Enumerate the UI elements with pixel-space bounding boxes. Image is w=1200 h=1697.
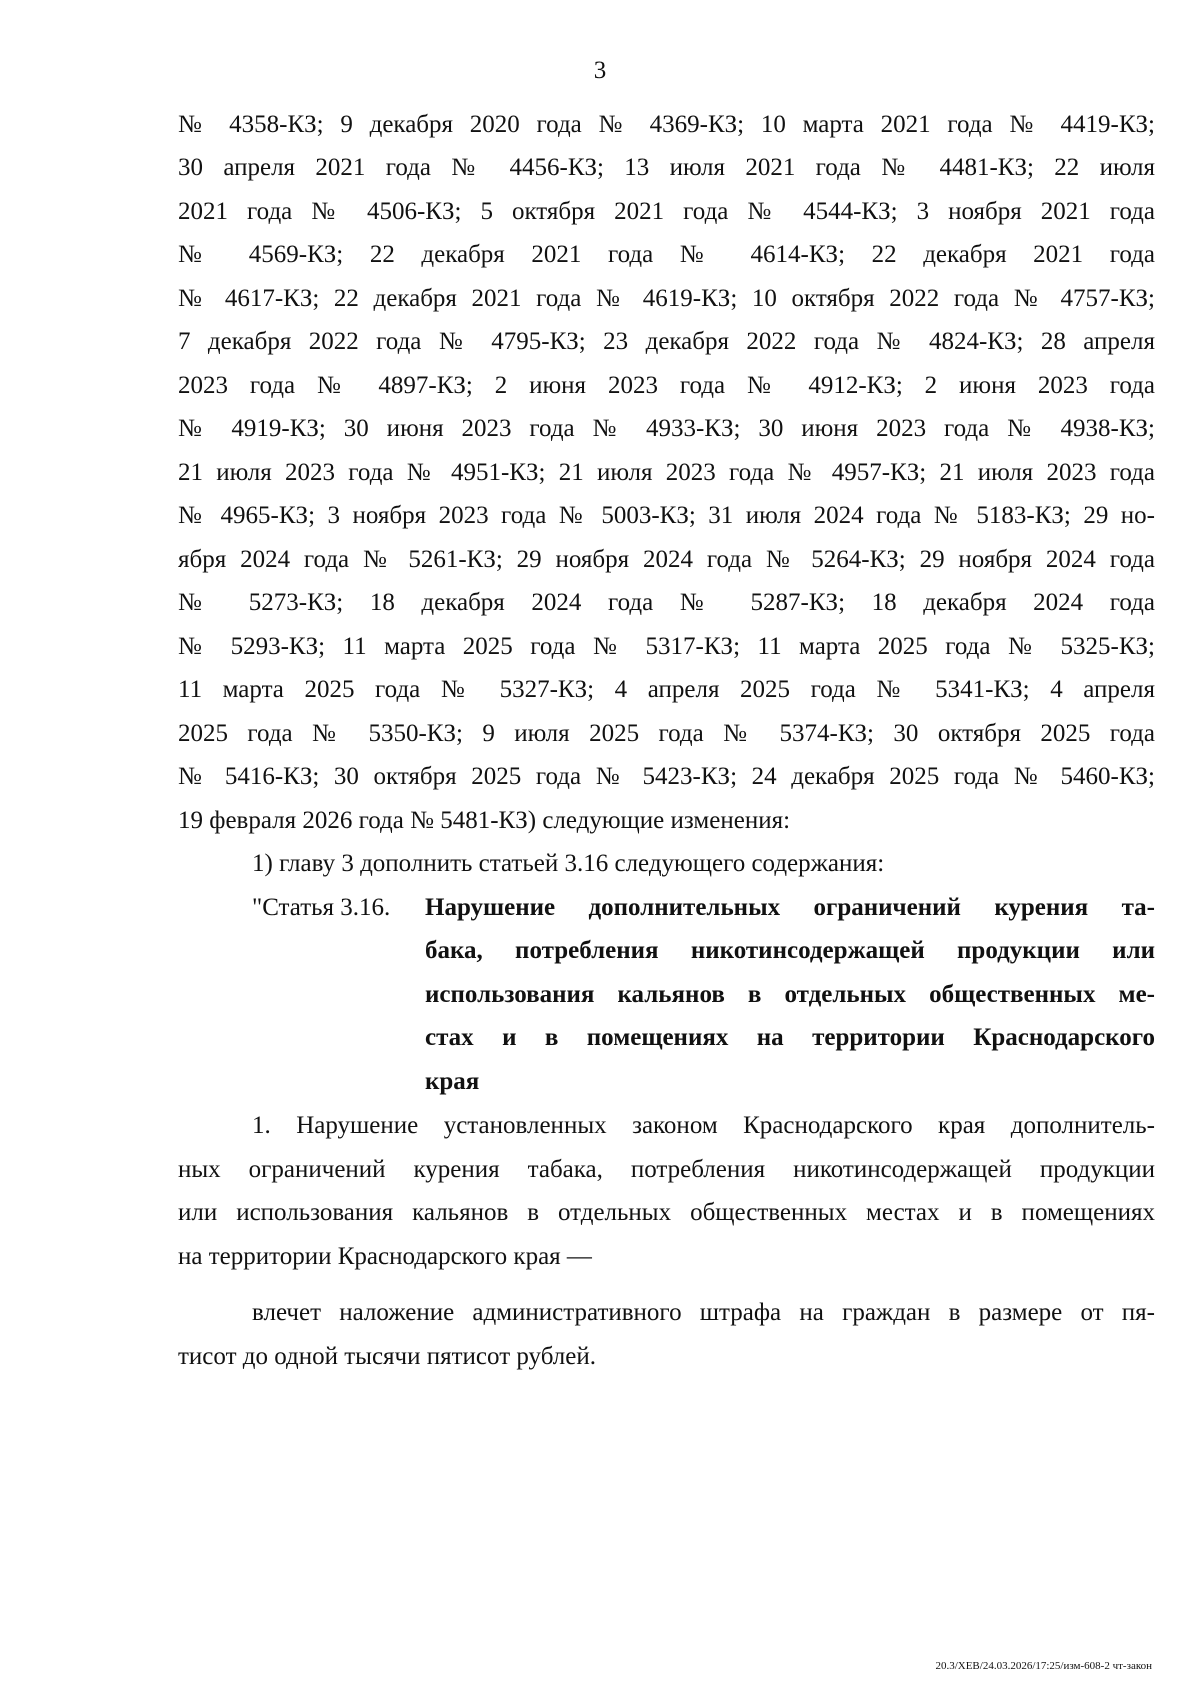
text-line: № 4358-КЗ; 9 декабря 2020 года № 4369-КЗ; 10 марта 2021 года № 4419-КЗ; [178, 111, 1155, 138]
article-label: "Статья 3.16. [252, 894, 391, 921]
paragraph-line: на территории Краснодарского края — [178, 1243, 592, 1270]
paragraph-line: ных ограничений курения табака, потребления никотинсодержащей продукции [178, 1156, 1155, 1183]
text-line: 2021 года № 4506-КЗ; 5 октября 2021 года № 4544-КЗ; 3 ноября 2021 года [178, 198, 1155, 225]
paragraph-line: или использования кальянов в отдельных общественных местах и в помещениях [178, 1199, 1155, 1226]
list-item-1: 1) главу 3 дополнить статьей 3.16 следующего содержания: [252, 850, 885, 877]
text-line: № 4965-КЗ; 3 ноября 2023 года № 5003-КЗ; 31 июля 2024 года № 5183-КЗ; 29 но- [178, 502, 1155, 529]
article-title-line: края [425, 1068, 480, 1095]
article-title-line: Нарушение дополнительных ограничений курения та- [425, 894, 1155, 921]
text-line: № 5416-КЗ; 30 октября 2025 года № 5423-КЗ; 24 декабря 2025 года № 5460-КЗ; [178, 763, 1155, 790]
text-line: 19 февраля 2026 года № 5481-КЗ) следующие изменения: [178, 807, 791, 834]
text-line: № 4919-КЗ; 30 июня 2023 года № 4933-КЗ; 30 июня 2023 года № 4938-КЗ; [178, 415, 1155, 442]
document-footer: 20.3/ХЕВ/24.03.2026/17:25/изм-608-2 чт-закон [935, 1660, 1152, 1672]
text-line: № 4569-КЗ; 22 декабря 2021 года № 4614-КЗ; 22 декабря 2021 года [178, 241, 1155, 268]
text-line: 7 декабря 2022 года № 4795-КЗ; 23 декабря 2022 года № 4824-КЗ; 28 апреля [178, 328, 1155, 355]
article-title-line: использования кальянов в отдельных общественных ме- [425, 981, 1155, 1008]
text-line: ября 2024 года № 5261-КЗ; 29 ноября 2024 года № 5264-КЗ; 29 ноября 2024 года [178, 546, 1155, 573]
text-line: 11 марта 2025 года № 5327-КЗ; 4 апреля 2025 года № 5341-КЗ; 4 апреля [178, 676, 1155, 703]
text-line: 2023 года № 4897-КЗ; 2 июня 2023 года № 4912-КЗ; 2 июня 2023 года [178, 372, 1155, 399]
page-number: 3 [593, 57, 607, 84]
text-line: № 4617-КЗ; 22 декабря 2021 года № 4619-КЗ; 10 октября 2022 года № 4757-КЗ; [178, 285, 1155, 312]
text-line: 2025 года № 5350-КЗ; 9 июля 2025 года № 5374-КЗ; 30 октября 2025 года [178, 720, 1155, 747]
paragraph-line: 1. Нарушение установленных законом Краснодарского края дополнитель- [252, 1112, 1155, 1139]
text-line: № 5293-КЗ; 11 марта 2025 года № 5317-КЗ; 11 марта 2025 года № 5325-КЗ; [178, 633, 1155, 660]
text-line: 30 апреля 2021 года № 4456-КЗ; 13 июля 2021 года № 4481-КЗ; 22 июля [178, 154, 1155, 181]
penalty-line: тисот до одной тысячи пятисот рублей. [178, 1343, 597, 1370]
text-line: 21 июля 2023 года № 4951-КЗ; 21 июля 2023 года № 4957-КЗ; 21 июля 2023 года [178, 459, 1155, 486]
penalty-line: влечет наложение административного штрафа на граждан в размере от пя- [252, 1299, 1155, 1326]
article-title-line: бака, потребления никотинсодержащей продукции или [425, 937, 1155, 964]
article-title-line: стах и в помещениях на территории Краснодарского [425, 1024, 1155, 1051]
text-line: № 5273-КЗ; 18 декабря 2024 года № 5287-КЗ; 18 декабря 2024 года [178, 589, 1155, 616]
